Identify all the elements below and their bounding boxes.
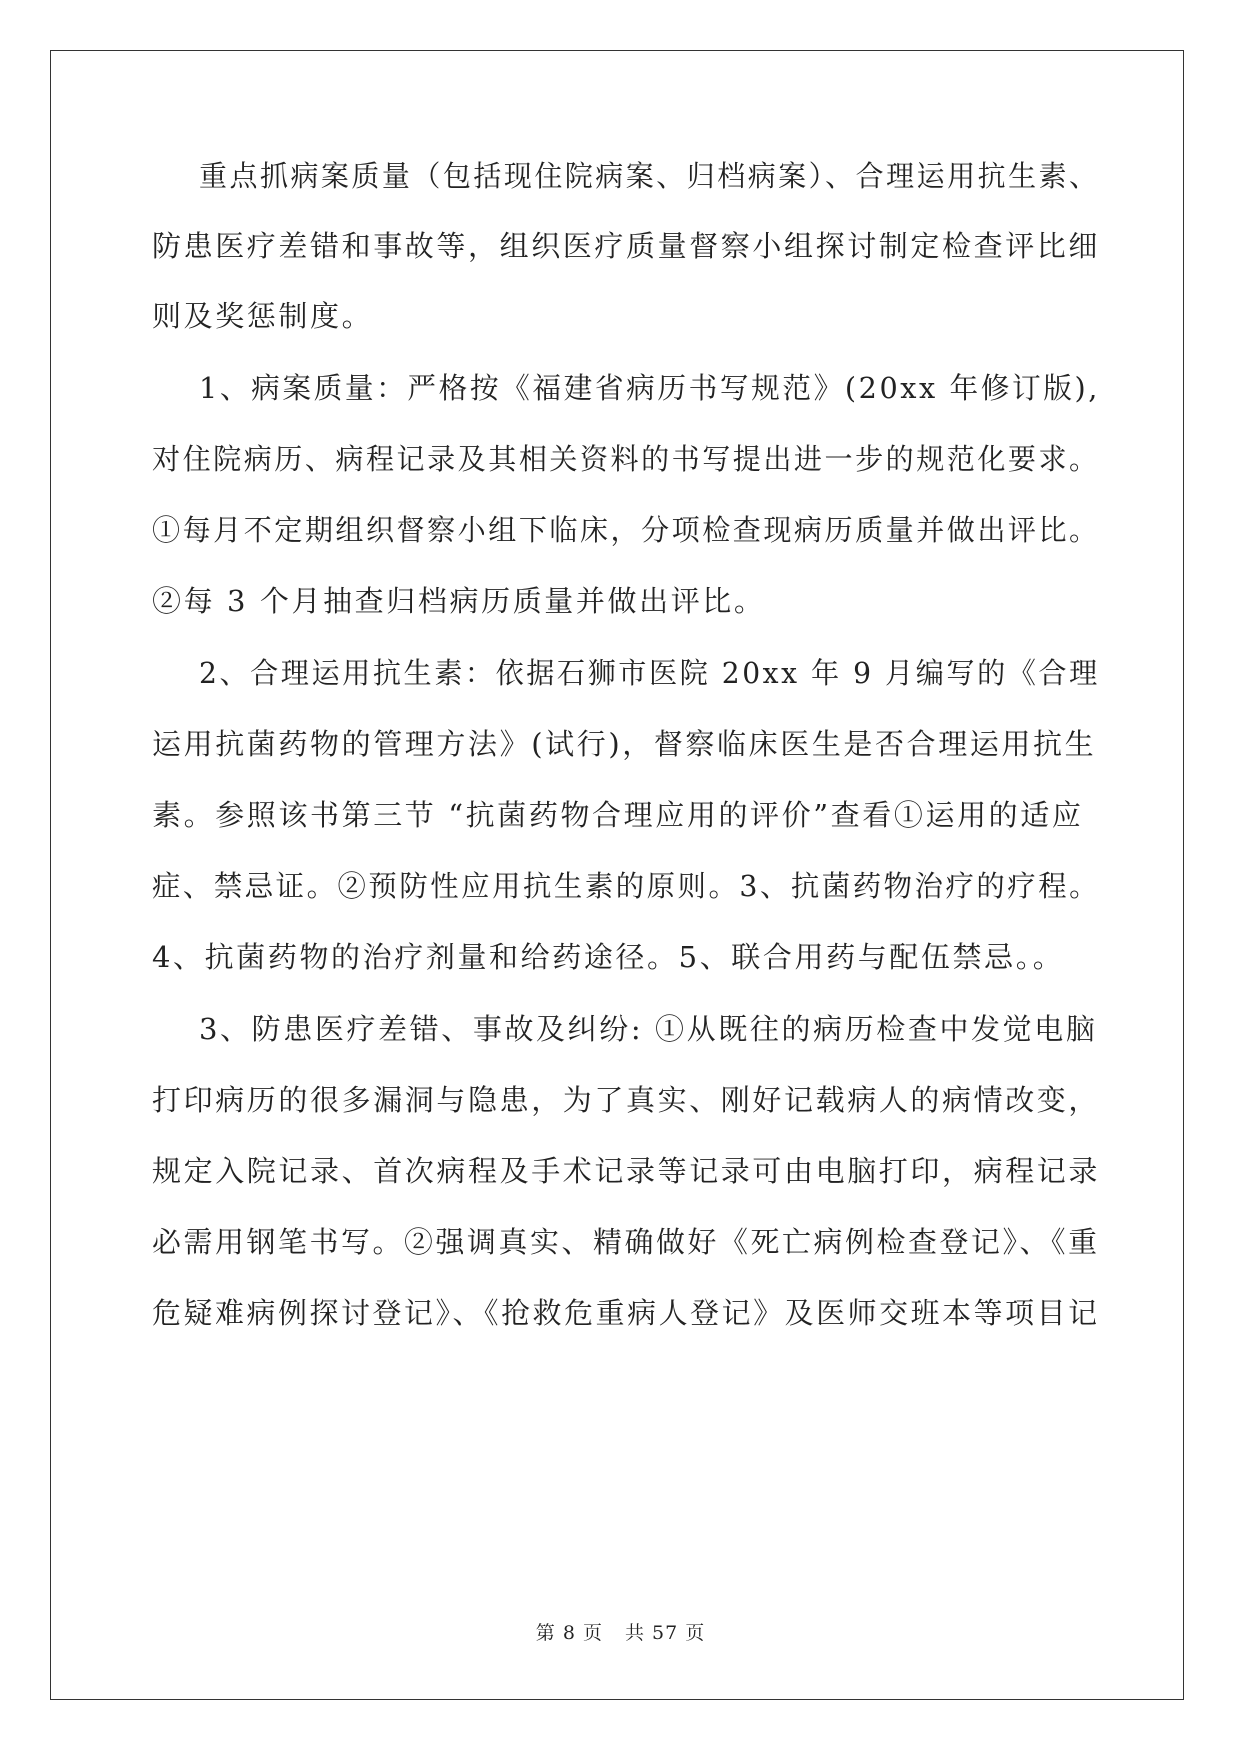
paragraph-4-line-1: 3、防患医疗差错、事故及纠纷: ①从既往的病历检查中发觉电脑 [199, 1012, 1098, 1046]
paragraph-3-line-4: 症、禁忌证。②预防性应用抗生素的原则。3、抗菌药物治疗的疗程。 [152, 869, 1101, 903]
paragraph-3-line-5: 4、抗菌药物的治疗剂量和给药途径。5、联合用药与配伍禁忌。。 [152, 940, 1065, 974]
paragraph-1-line-1: 重点抓病案质量（包括现住院病案、归档病案）、合理运用抗生素、 [199, 159, 1100, 193]
page-total: 共 57 页 [624, 1622, 706, 1644]
page-number: 第 8 页 [535, 1622, 603, 1644]
paragraph-3-line-2: 运用抗菌药物的管理方法》(试行)，督察临床医生是否合理运用抗生 [152, 727, 1097, 761]
paragraph-2-line-1: 1、病案质量：严格按《福建省病历书写规范》(20xx 年修订版), [199, 371, 1100, 405]
paragraph-2-line-4: ②每 3 个月抽查归档病历质量并做出评比。 [152, 584, 766, 618]
paragraph-3-line-1: 2、合理运用抗生素：依据石狮市医院 20xx 年 9 月编写的《合理 [199, 656, 1100, 690]
paragraph-4-line-5: 危疑难病例探讨登记》、《抢救危重病人登记》及医师交班本等项目记 [152, 1296, 1100, 1330]
page-footer [0, 1618, 1241, 1645]
paragraph-1-line-2: 防患医疗差错和事故等，组织医疗质量督察小组探讨制定检查评比细 [152, 229, 1101, 263]
paragraph-2-line-2: 对住院病历、病程记录及其相关资料的书写提出进一步的规范化要求。 [152, 442, 1100, 476]
paragraph-4-line-2: 打印病历的很多漏洞与隐患，为了真实、刚好记载病人的病情改变， [152, 1083, 1101, 1117]
paragraph-1-line-3: 则及奖惩制度。 [152, 299, 374, 333]
paragraph-4-line-3: 规定入院记录、首次病程及手术记录等记录可由电脑打印，病程记录 [152, 1154, 1101, 1188]
paragraph-2-line-3: ①每月不定期组织督察小组下临床，分项检查现病历质量并做出评比。 [152, 513, 1100, 547]
paragraph-3-line-3: 素。参照该书第三节 “抗菌药物合理应用的评价”查看①运用的适应 [152, 798, 1084, 832]
paragraph-4-line-4: 必需用钢笔书写。②强调真实、精确做好《死亡病例检查登记》、《重 [152, 1225, 1100, 1259]
